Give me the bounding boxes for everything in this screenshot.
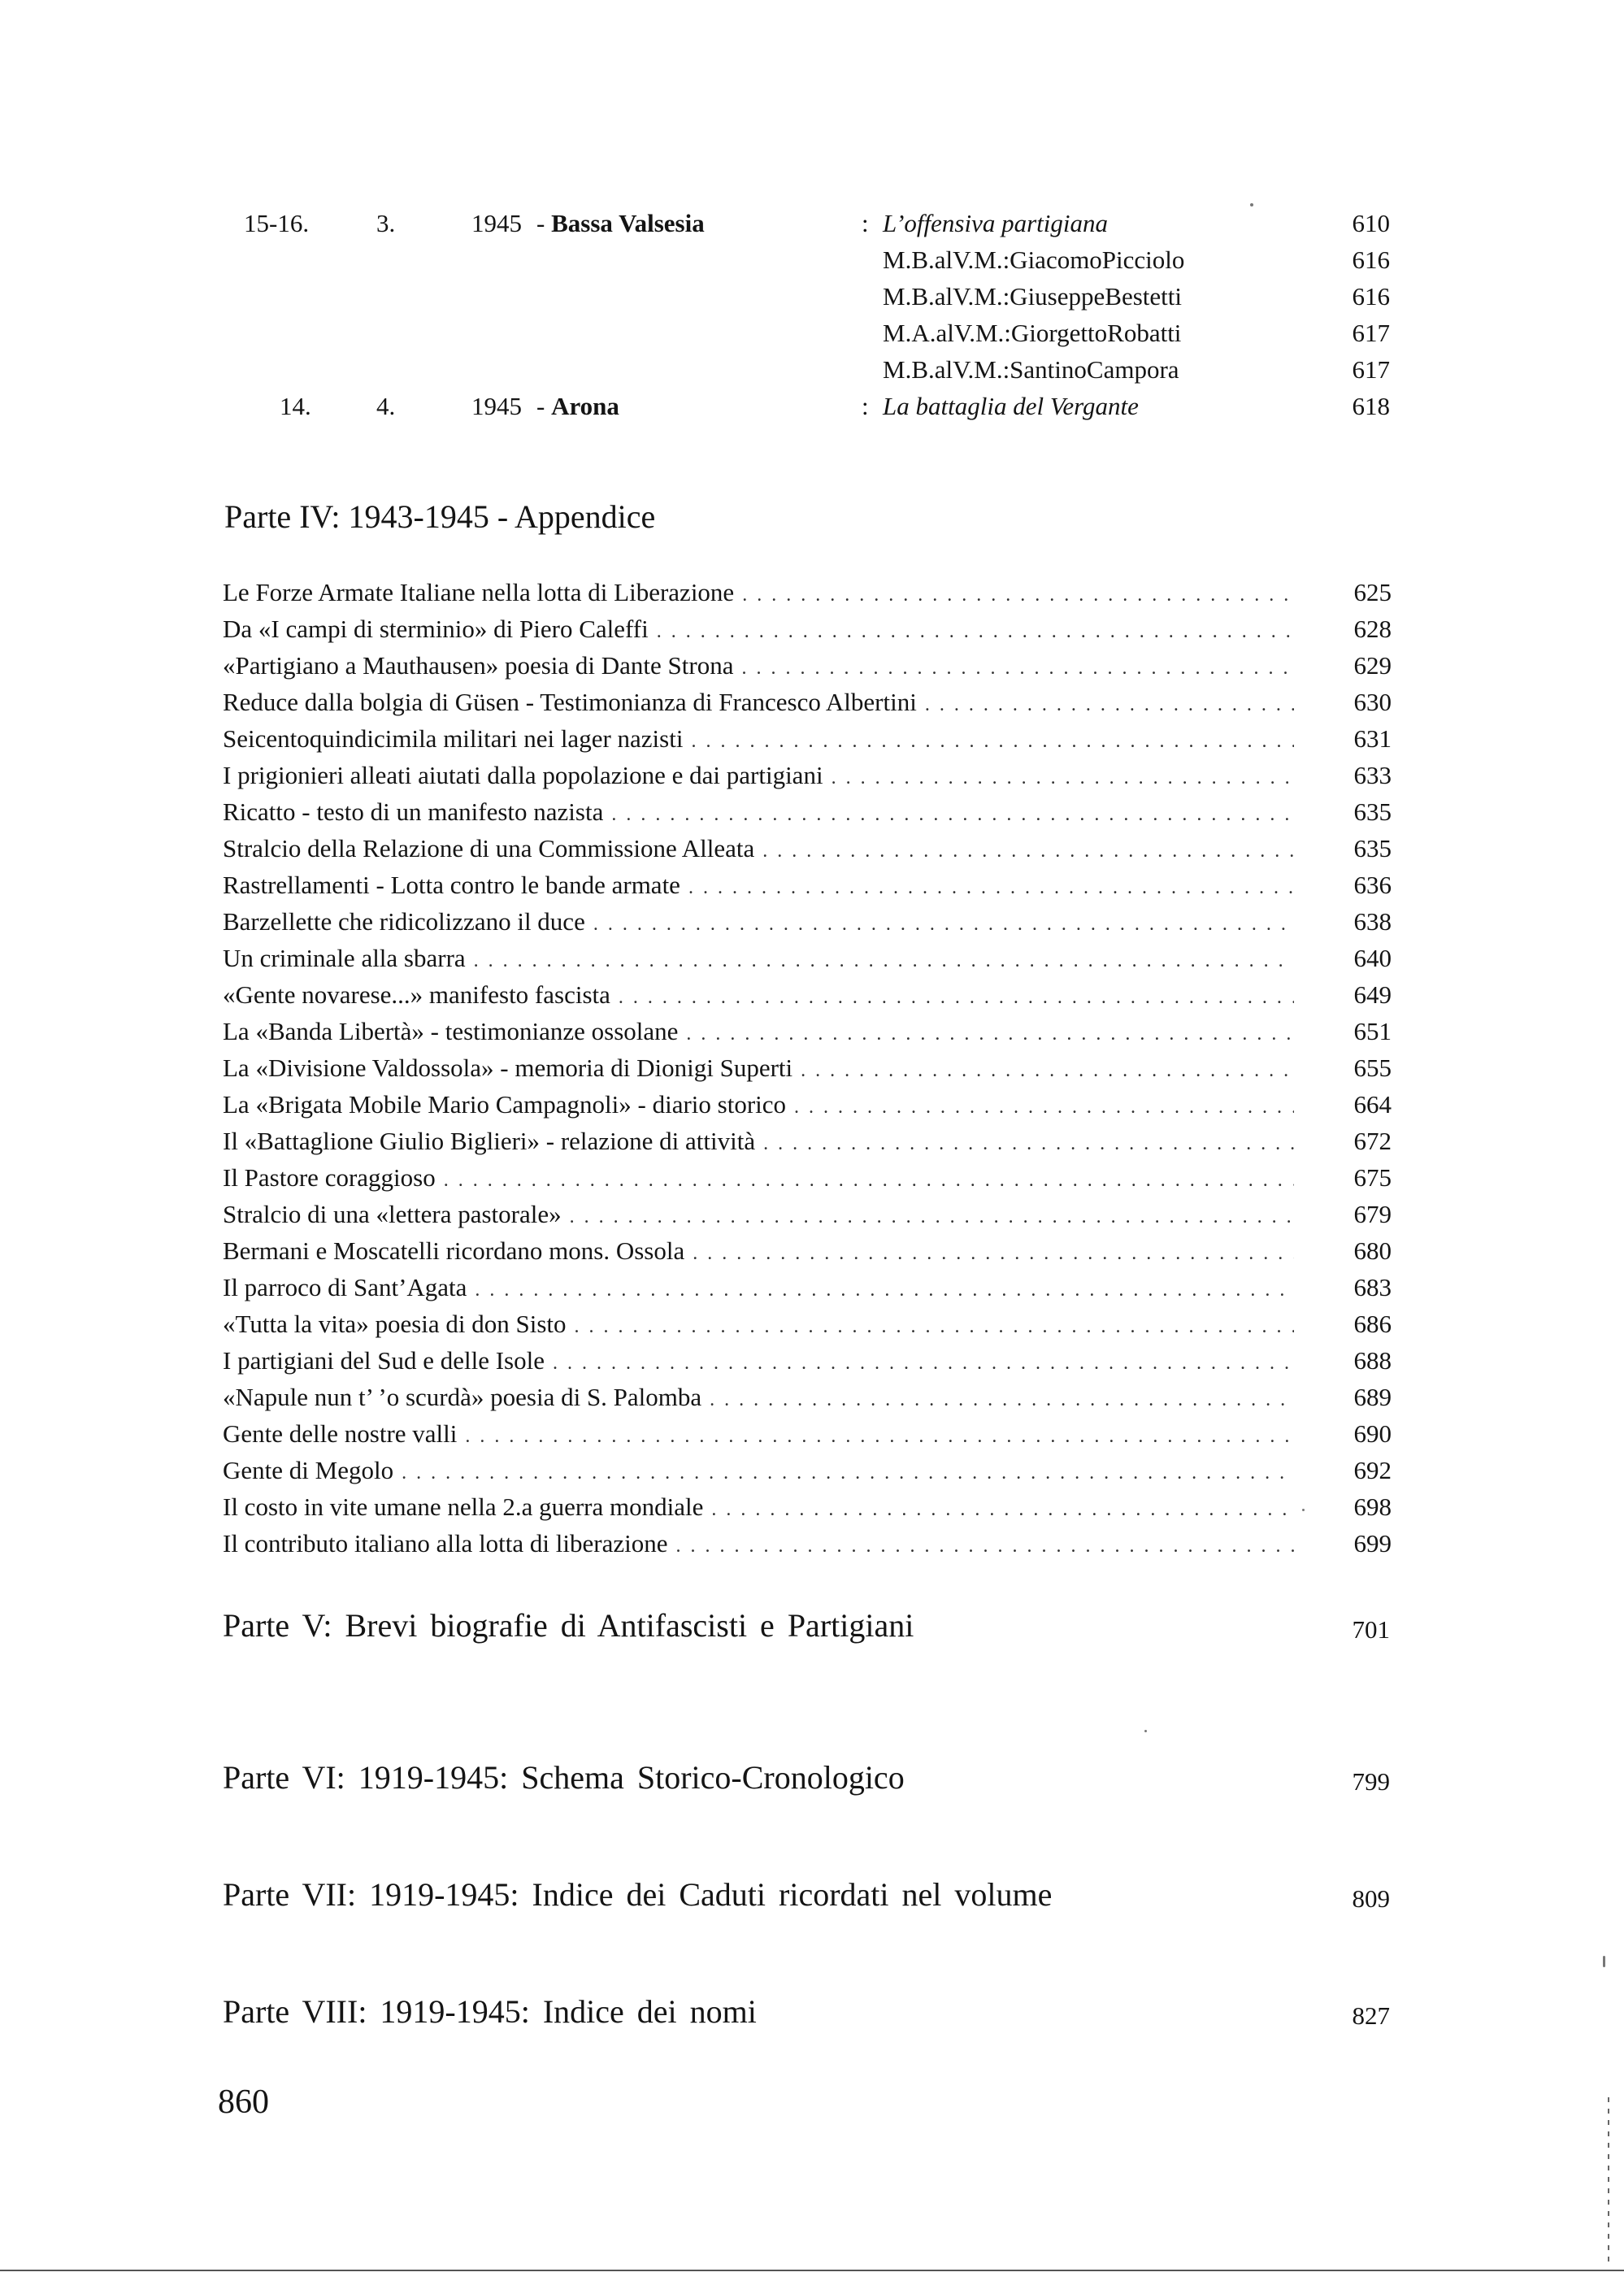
- item-page: 680: [1353, 1236, 1392, 1265]
- scan-edge-bottom: [0, 2270, 1624, 2271]
- list-item: [223, 1525, 1392, 1562]
- entry-place-name: Bassa Valsesia: [551, 209, 705, 237]
- entry-month: 4.: [376, 392, 396, 420]
- dot-leader: [711, 1492, 1294, 1528]
- scan-speck: [1144, 1730, 1147, 1732]
- part-title: Parte VI: 1919-1945: Schema Storico-Cronologico: [223, 1759, 905, 1796]
- item-page: 688: [1353, 1346, 1392, 1375]
- entry-page: 610: [1352, 209, 1390, 237]
- list-item: [223, 1379, 1392, 1415]
- part-page: 809: [1352, 1884, 1390, 1913]
- entry-page: 616: [1352, 282, 1390, 311]
- dot-leader: [763, 1126, 1294, 1162]
- item-page: 689: [1353, 1383, 1392, 1411]
- item-title: Gente di Megolo: [223, 1456, 394, 1484]
- dot-leader: [553, 1345, 1294, 1382]
- item-page: 690: [1353, 1419, 1392, 1448]
- entry-title: La battaglia del Vergante: [883, 392, 1139, 420]
- dot-leader: [742, 577, 1294, 614]
- item-page: 638: [1353, 907, 1392, 936]
- dot-leader: [575, 1309, 1294, 1345]
- item-page: 635: [1353, 834, 1392, 862]
- part-heading: Parte IV: 1943-1945 - Appendice: [224, 498, 656, 535]
- list-item: [223, 903, 1392, 940]
- dot-leader: [475, 1272, 1294, 1309]
- item-title: Il «Battaglione Giulio Biglieri» - relazione di attività: [223, 1127, 756, 1155]
- dot-leader: [611, 797, 1294, 833]
- item-title: Le Forze Armate Italiane nella lotta di Liberazione: [223, 578, 735, 606]
- item-page: 635: [1353, 797, 1392, 826]
- dot-leader: [444, 1162, 1294, 1199]
- list-item: [223, 1123, 1392, 1159]
- part-title: Parte VIII: 1919-1945: Indice dei nomi: [223, 1993, 757, 2030]
- entry-title: M.A.alV.M.:GiorgettoRobatti: [883, 319, 1182, 347]
- item-page: 664: [1353, 1090, 1392, 1119]
- item-title: Rastrellamenti - Lotta contro le bande armate: [223, 871, 680, 899]
- item-page: 628: [1353, 615, 1392, 643]
- list-item: [223, 830, 1392, 867]
- part-page: 799: [1352, 1767, 1390, 1796]
- entry-place: [536, 205, 705, 241]
- page-number: 860: [218, 2083, 269, 2121]
- event-subentry: [0, 315, 1624, 351]
- entry-title: M.B.alV.M.:GiacomoPicciolo: [883, 245, 1185, 274]
- item-title: Reduce dalla bolgia di Güsen - Testimonianza di Francesco Albertini: [223, 688, 917, 716]
- list-item: [223, 1049, 1392, 1086]
- part-entry: [223, 1989, 1390, 2035]
- dot-leader: [474, 943, 1294, 980]
- dot-leader: [619, 980, 1294, 1016]
- dot-leader: [688, 870, 1294, 906]
- part-page: 701: [1352, 1615, 1390, 1644]
- item-page: 692: [1353, 1456, 1392, 1484]
- entry-page: 618: [1352, 392, 1390, 420]
- event-entry: [0, 388, 1624, 424]
- entry-title: L’offensiva partigiana: [883, 209, 1108, 237]
- part-page: 827: [1352, 2001, 1390, 2030]
- list-item: [223, 1342, 1392, 1379]
- item-page: 698: [1353, 1492, 1392, 1521]
- item-page: 651: [1353, 1017, 1392, 1045]
- list-item: [223, 940, 1392, 976]
- item-title: Il contributo italiano alla lotta di liberazione: [223, 1529, 668, 1558]
- item-title: Il parroco di Sant’Agata: [223, 1273, 467, 1301]
- item-title: Da «I campi di sterminio» di Piero Caleffi: [223, 615, 649, 643]
- list-item: [223, 610, 1392, 647]
- item-title: «Partigiano a Mauthausen» poesia di Dante Strona: [223, 651, 734, 680]
- item-title: Barzellette che ridicolizzano il duce: [223, 907, 585, 936]
- dot-leader: [465, 1419, 1294, 1455]
- entry-place-name: Arona: [551, 392, 619, 420]
- dot-leader: [675, 1528, 1294, 1565]
- item-page: 675: [1353, 1163, 1392, 1192]
- entry-title: M.B.alV.M.:GiuseppeBestetti: [883, 282, 1182, 311]
- entry-colon: :: [862, 392, 869, 420]
- list-item: [223, 1232, 1392, 1269]
- item-title: Stralcio della Relazione di una Commissione Alleata: [223, 834, 755, 862]
- list-item: [223, 1013, 1392, 1049]
- item-title: Stralcio di una «lettera pastorale»: [223, 1200, 562, 1228]
- item-title: Il Pastore coraggioso: [223, 1163, 436, 1192]
- item-title: «Tutta la vita» poesia di don Sisto: [223, 1310, 567, 1338]
- entry-page: 617: [1352, 355, 1390, 384]
- dot-leader: [710, 1382, 1294, 1419]
- scan-speck: [1250, 203, 1253, 206]
- entry-day: 14.: [280, 392, 311, 420]
- part-entry: [223, 1755, 1390, 1801]
- item-title: La «Divisione Valdossola» - memoria di Dionigi Superti: [223, 1054, 793, 1082]
- entry-page: 616: [1352, 245, 1390, 274]
- item-title: Seicentoquindicimila militari nei lager nazisti: [223, 724, 684, 753]
- item-title: Ricatto - testo di un manifesto nazista: [223, 797, 604, 826]
- dot-leader: [925, 687, 1294, 723]
- list-item: [223, 1196, 1392, 1232]
- item-title: Bermani e Moscatelli ricordano mons. Ossola: [223, 1236, 685, 1265]
- item-page: 699: [1353, 1529, 1392, 1558]
- item-title: Gente delle nostre valli: [223, 1419, 458, 1448]
- item-page: 655: [1353, 1054, 1392, 1082]
- list-item: [223, 1415, 1392, 1452]
- entry-year: 1945: [471, 209, 522, 237]
- entry-page: 617: [1352, 319, 1390, 347]
- list-item: [223, 1488, 1392, 1525]
- item-page: 625: [1353, 578, 1392, 606]
- entry-place: [536, 388, 619, 424]
- list-item: [223, 976, 1392, 1013]
- part-title: Parte VII: 1919-1945: Indice dei Caduti ricordati nel volume: [223, 1876, 1053, 1913]
- item-title: I partigiani del Sud e delle Isole: [223, 1346, 545, 1375]
- item-page: 636: [1353, 871, 1392, 899]
- event-subentry: [0, 278, 1624, 315]
- dot-leader: [741, 650, 1294, 687]
- dot-leader: [693, 1236, 1294, 1272]
- item-title: I prigionieri alleati aiutati dalla popolazione e dai partigiani: [223, 761, 823, 789]
- list-item: [223, 647, 1392, 684]
- dot-leader: [593, 906, 1294, 943]
- part-entry: [223, 1872, 1390, 1918]
- event-subentry: [0, 351, 1624, 388]
- appendix-list: [223, 574, 1392, 1562]
- item-title: «Gente novarese...» manifesto fascista: [223, 980, 610, 1009]
- item-page: 629: [1353, 651, 1392, 680]
- item-page: 679: [1353, 1200, 1392, 1228]
- dot-leader: [794, 1089, 1294, 1126]
- item-page: 640: [1353, 944, 1392, 972]
- item-page: 672: [1353, 1127, 1392, 1155]
- entry-dash: -: [536, 209, 545, 237]
- item-page: 630: [1353, 688, 1392, 716]
- entry-month: 3.: [376, 209, 396, 237]
- item-page: 686: [1353, 1310, 1392, 1338]
- entry-day: 15-16.: [244, 209, 310, 237]
- list-item: [223, 574, 1392, 610]
- scan-speck: [1302, 1509, 1305, 1511]
- entry-title: M.B.alV.M.:SantinoCampora: [883, 355, 1179, 384]
- item-title: Un criminale alla sbarra: [223, 944, 466, 972]
- list-item: [223, 1452, 1392, 1488]
- list-item: [223, 757, 1392, 793]
- dot-leader: [686, 1016, 1294, 1053]
- scan-edge-right: [1608, 2097, 1609, 2268]
- item-page: 631: [1353, 724, 1392, 753]
- list-item: [223, 1306, 1392, 1342]
- list-item: [223, 867, 1392, 903]
- list-item: [223, 720, 1392, 757]
- dot-leader: [657, 614, 1294, 650]
- item-page: 683: [1353, 1273, 1392, 1301]
- dot-leader: [801, 1053, 1294, 1089]
- list-item: [223, 1269, 1392, 1306]
- entry-dash: -: [536, 392, 545, 420]
- dot-leader: [691, 723, 1294, 760]
- event-entry: [0, 205, 1624, 241]
- item-page: 649: [1353, 980, 1392, 1009]
- item-page: 633: [1353, 761, 1392, 789]
- item-title: Il costo in vite umane nella 2.a guerra mondiale: [223, 1492, 704, 1521]
- list-item: [223, 793, 1392, 830]
- list-item: [223, 1086, 1392, 1123]
- entry-colon: :: [862, 209, 869, 237]
- part-entry: [223, 1603, 1390, 1649]
- dot-leader: [402, 1455, 1294, 1492]
- list-item: [223, 684, 1392, 720]
- list-item: [223, 1159, 1392, 1196]
- event-subentry: [0, 241, 1624, 278]
- item-title: La «Brigata Mobile Mario Campagnoli» - diario storico: [223, 1090, 787, 1119]
- scan-speck: [1603, 1956, 1605, 1967]
- item-title: La «Banda Libertà» - testimonianze ossolane: [223, 1017, 679, 1045]
- dot-leader: [832, 760, 1294, 797]
- dot-leader: [570, 1199, 1294, 1236]
- item-title: «Napule nun t’ ’o scurdà» poesia di S. Palomba: [223, 1383, 702, 1411]
- dot-leader: [762, 833, 1294, 870]
- entry-year: 1945: [471, 392, 522, 420]
- part-title: Parte V: Brevi biografie di Antifascisti e Partigiani: [223, 1607, 914, 1644]
